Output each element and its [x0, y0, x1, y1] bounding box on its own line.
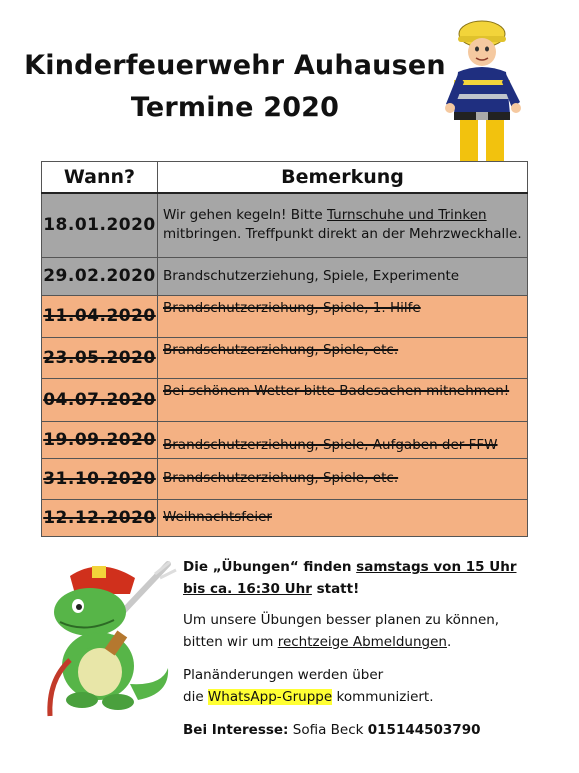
whatsapp-info: Planänderungen werden über die WhatsApp-Gruppe kommuniziert. [183, 667, 434, 705]
row-date: 04.07.2020 [42, 378, 158, 421]
row-date: 19.09.2020 [42, 421, 158, 458]
page-title: Kinderfeuerwehr Auhausen [24, 50, 446, 81]
row-note: Brandschutzerziehung, Spiele, etc. [158, 458, 528, 499]
contact-line [183, 719, 481, 741]
row-date: 11.04.2020 [42, 295, 158, 337]
table-row [42, 421, 528, 458]
whatsapp-highlight: WhatsApp-Gruppe [207, 689, 333, 705]
table-row [42, 458, 528, 499]
row-note: Brandschutzerziehung, Spiele, Experimente [158, 257, 528, 295]
schedule-table [41, 161, 528, 537]
row-note: Brandschutzerziehung, Spiele, Aufgaben der FFW [158, 421, 528, 458]
row-date: 12.12.2020 [42, 499, 158, 536]
row-date: 29.02.2020 [42, 257, 158, 295]
column-header-date: Wann? [42, 162, 158, 194]
contact-name: Sofia Beck [288, 722, 368, 738]
table-row [42, 193, 528, 257]
row-note: Bei schönem Wetter bitte Badesachen mitnehmen! [158, 378, 528, 421]
cancellation-info: Um unsere Übungen besser planen zu können, bitten wir um rechtzeige Abmeldungen. [183, 612, 500, 650]
row-note: Weihnachtsfeier [158, 499, 528, 536]
contact-phone: 015144503790 [367, 722, 481, 738]
row-date: 18.01.2020 [42, 193, 158, 257]
row-note: Wir gehen kegeln! Bitte Turnschuhe und Trinken mitbringen. Treffpunkt direkt an der Mehrzweckhalle. [158, 193, 528, 257]
row-date: 23.05.2020 [42, 337, 158, 378]
row-date: 31.10.2020 [42, 458, 158, 499]
row-note: Brandschutzerziehung, Spiele, 1. Hilfe [158, 295, 528, 337]
table-row [42, 295, 528, 337]
table-row [42, 378, 528, 421]
practice-info: Die „Übungen“ finden samstags von 15 Uhr bis ca. 16:30 Uhr statt! [183, 559, 517, 597]
table-row [42, 337, 528, 378]
page-subtitle: Termine 2020 [130, 92, 340, 123]
dragon-illustration [30, 556, 180, 721]
table-row [42, 499, 528, 536]
column-header-note: Bemerkung [158, 162, 528, 194]
row-note: Brandschutzerziehung, Spiele, etc. [158, 337, 528, 378]
contact-label: Bei Interesse: [183, 722, 289, 738]
table-row [42, 257, 528, 295]
